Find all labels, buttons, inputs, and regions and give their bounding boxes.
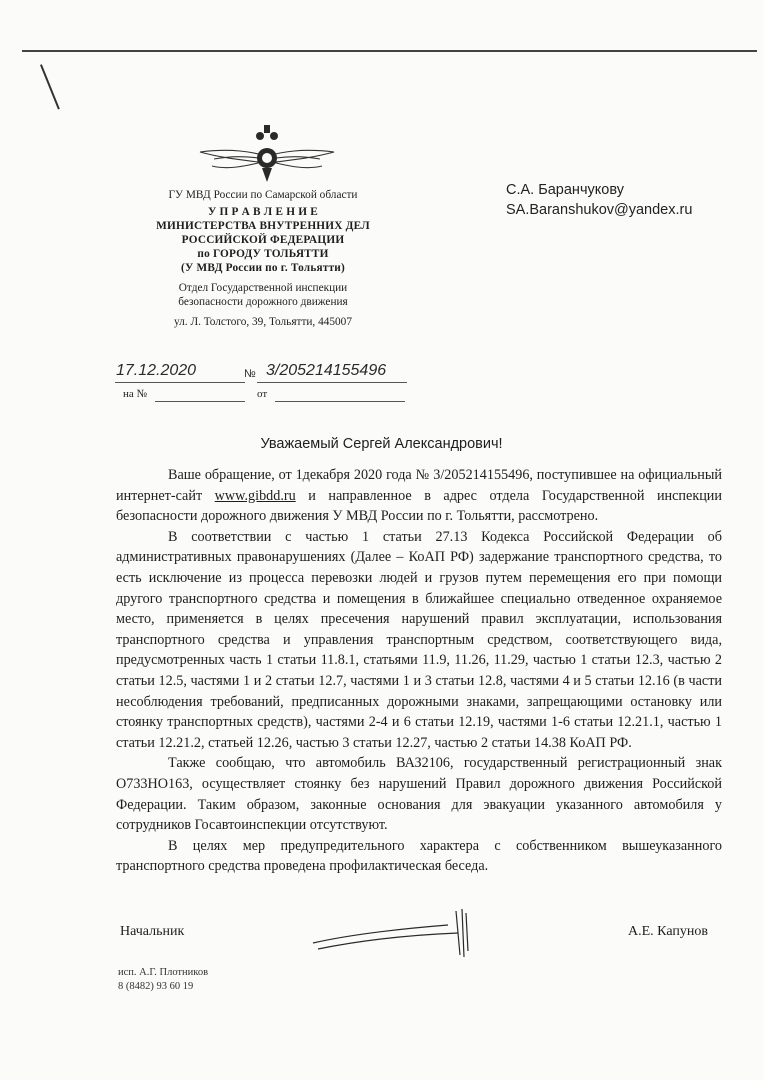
from-label: от — [257, 388, 268, 400]
address-line: ул. Л. Толстого, 39, Тольятти, 445007 — [174, 316, 352, 328]
top-rule — [22, 50, 757, 52]
dept-line-4: по ГОРОДУ ТОЛЬЯТТИ — [197, 248, 329, 260]
dept-line-5: (У МВД России по г. Тольятти) — [181, 262, 345, 274]
paragraph-4: В целях мер предупредительного характера с собственником вышеуказанного транспортного средства проведена профилактическая беседа. — [116, 837, 722, 875]
paragraph-3: Также сообщаю, что автомобиль ВАЗ2106, государственный регистрационный знак О733НО163, осуществляет стоянку без нарушений Правил дорожного движения Российской Федерации. Таким образом, законные основания для эвакуации указанного автомобиля у сотрудников Госавтоинспекции отсутствуют. — [116, 755, 722, 834]
gibdd-link[interactable]: www.gibdd.ru — [214, 487, 296, 504]
dept-line-1: У П Р А В Л Е Н И Е — [208, 206, 318, 218]
letter-body — [116, 465, 722, 877]
recipient-name: С.А. Баранчукову — [506, 182, 624, 198]
unit-line-1: Отдел Государственной инспекции — [178, 282, 348, 294]
on-number-label: на № — [123, 388, 148, 400]
handwritten-date: 17.12.2020 — [116, 362, 197, 379]
mvd-emblem-icon — [192, 122, 342, 184]
handwritten-number: 3/205214155496 — [266, 362, 387, 379]
executor-name: исп. А.Г. Плотников — [118, 967, 209, 978]
signer-name: А.Е. Капунов — [628, 924, 708, 939]
recipient-email: SA.Baranshukov@yandex.ru — [506, 202, 693, 218]
executor-block — [118, 966, 208, 994]
hq-line: ГУ МВД России по Самарской области — [168, 189, 358, 201]
number-prefix: № — [244, 368, 256, 380]
paragraph-2: В соответствии с частью 1 статьи 27.13 Кодекса Российской Федерации об административных правонарушениях (Далее – КоАП РФ) задержание транспортного средства, то есть исключение из процесса перевозки людей и грузов путем перемещения его при помощи другого транспортного средства и помещения в ближайшее специально отведенное охраняемое место, применяется в целях пресечения нарушений правил эксплуатации, использования транспортного средства и управления транспортным средством, соответствующего вида, предусмотренных часть 1 статьи 11.8.1, статьями 11.9, 11.26, 11.29, частью 1 статьи 12.3, частью 2 статьи 12.5, частями 1 и 2 статьи 12.7, частями 1 и 3 статьи 12.8, частями 4 и 5 статьи 12.16 (в части несоблюдения требований, предписанных дорожными знаками, запрещающими остановку или стоянку транспортных средств), частями 2-4 и 6 статьи 12.19, частями 1-6 статьи 12.21.1, частью 1 статьи 12.21.2, статьей 12.26, частью 3 статьи 12.27, частью 2 статьи 14.38 КоАП РФ. — [116, 528, 722, 751]
salutation: Уважаемый Сергей Александрович! — [260, 436, 503, 452]
executor-phone: 8 (8482) 93 60 19 — [118, 981, 194, 992]
dept-line-2: МИНИСТЕРСТВА ВНУТРЕННИХ ДЕЛ — [156, 220, 370, 232]
paragraph-1: Ваше обращение, от 1декабря 2020 года № 3/205214155496, поступившее на официальный интернет-сайт www.gibdd.ru и направленное в адрес отдела Государственной инспекции безопасности дорожного движения У МВД России по г. Тольятти, рассмотрено. — [116, 467, 722, 525]
handwritten-signature — [308, 905, 488, 960]
recipient-block — [506, 180, 692, 220]
scan-mark — [40, 64, 60, 109]
unit-line-2: безопасности дорожного движения — [178, 296, 348, 308]
dept-line-3: РОССИЙСКОЙ ФЕДЕРАЦИИ — [181, 234, 345, 246]
signer-position: Начальник — [120, 924, 185, 939]
